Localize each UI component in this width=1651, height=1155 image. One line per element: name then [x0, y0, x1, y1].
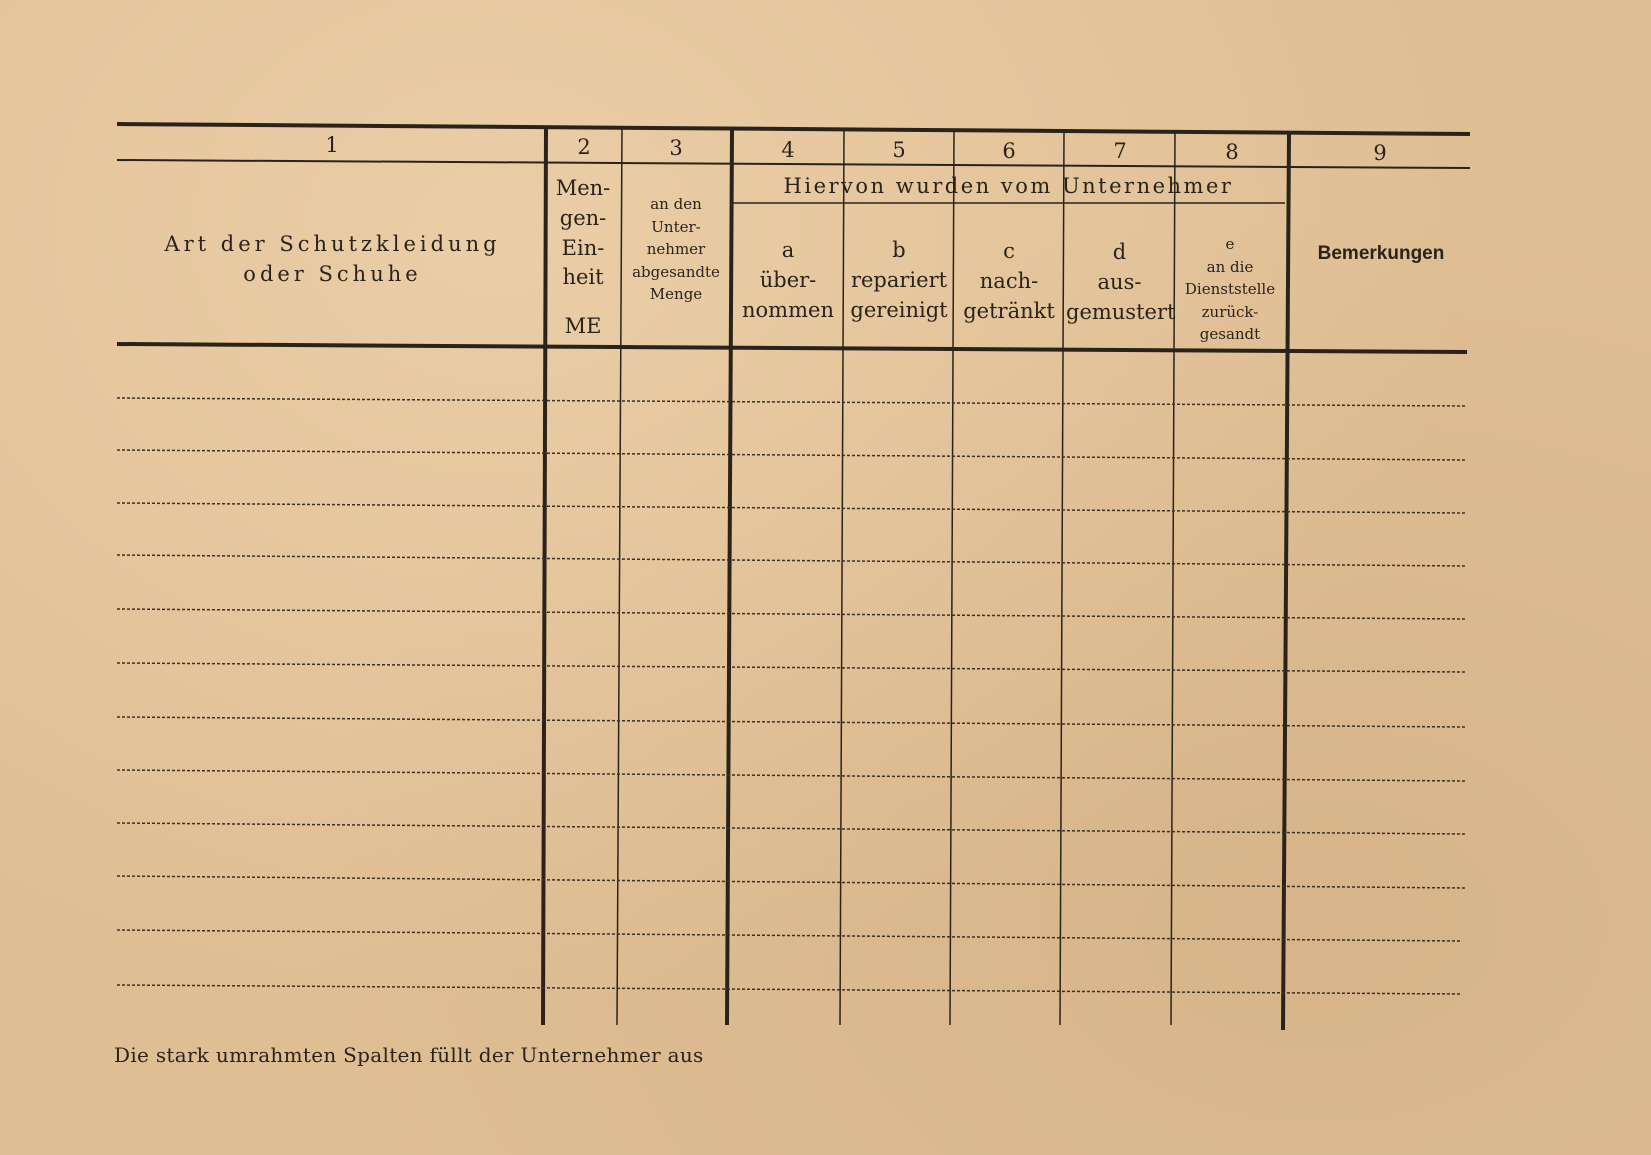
subcol-c-line2: getränkt [963, 298, 1055, 323]
subcol-c [956, 237, 1062, 326]
col1-header-line1: Art der Schutzkleidung [164, 232, 501, 256]
subcol-e-letter: e [1225, 235, 1235, 253]
col-number-7: 7 [1113, 139, 1127, 163]
table-row[interactable] [115, 352, 1465, 402]
col2-line3: Ein- [561, 235, 605, 260]
subcol-d-line2: gemustert [1066, 299, 1176, 324]
subcol-c-letter: c [1003, 239, 1015, 263]
col-number-6: 6 [1002, 139, 1016, 163]
col9-header: Bemerkungen [1317, 243, 1445, 264]
subcol-d-letter: d [1112, 240, 1127, 264]
subcol-a-line2: nommen [742, 297, 834, 322]
col-number-1: 1 [325, 133, 339, 157]
table-row[interactable] [115, 617, 1465, 667]
subcol-e [1175, 233, 1285, 346]
group-header: Hiervon wurden vom Unternehmer [783, 174, 1234, 198]
subcol-b-letter: b [892, 238, 906, 262]
col3-line5: Menge [649, 285, 703, 303]
col3-line4: abgesandte [632, 262, 720, 281]
subcol-a-line1: über- [759, 267, 817, 292]
col2-unit: ME [564, 314, 602, 338]
subcol-e-line1: an die [1206, 257, 1254, 276]
table-row[interactable] [115, 405, 1465, 455]
subcol-b-line2: gereinigt [850, 297, 948, 322]
subcol-b-line1: repariert [850, 267, 948, 292]
top-rule [117, 124, 1470, 134]
col3-header [622, 193, 730, 306]
subcol-e-line4: gesandt [1199, 325, 1261, 343]
subcol-a-letter: a [781, 238, 795, 262]
col2-header [548, 174, 618, 293]
subcol-b [846, 236, 952, 325]
col-number-3: 3 [669, 136, 683, 160]
col-number-5: 5 [892, 138, 906, 162]
subcol-d-line1: aus- [1097, 269, 1142, 294]
subcol-e-line2: Dienststelle [1184, 280, 1276, 298]
table-row[interactable] [115, 723, 1465, 773]
col3-line2: Unter- [651, 217, 701, 236]
table-row[interactable] [115, 458, 1465, 508]
col3-line3: nehmer [646, 240, 706, 258]
subcol-a [734, 236, 842, 325]
table-row[interactable] [115, 511, 1465, 561]
col2-line2: gen- [559, 205, 607, 230]
subcol-c-line1: nach- [979, 268, 1039, 293]
col1-header-line2: oder Schuhe [243, 261, 422, 286]
table-row[interactable] [115, 670, 1465, 720]
col2-line1: Men- [555, 176, 611, 200]
table-row[interactable] [115, 829, 1465, 879]
table-row[interactable] [115, 882, 1465, 932]
col-number-8: 8 [1225, 140, 1239, 164]
col-number-9: 9 [1373, 141, 1387, 165]
table-row[interactable] [115, 776, 1465, 826]
col-number-2: 2 [577, 135, 591, 159]
col-number-4: 4 [781, 138, 795, 162]
col1-header [140, 230, 525, 290]
subcol-e-line3: zurück- [1201, 302, 1259, 321]
col2-line4: heit [562, 265, 604, 290]
col3-line1: an den [650, 195, 702, 213]
table-row[interactable] [115, 564, 1465, 614]
subcol-d [1066, 238, 1176, 327]
footer-note: Die stark umrahmten Spalten füllt der Unternehmer aus [114, 1043, 704, 1067]
